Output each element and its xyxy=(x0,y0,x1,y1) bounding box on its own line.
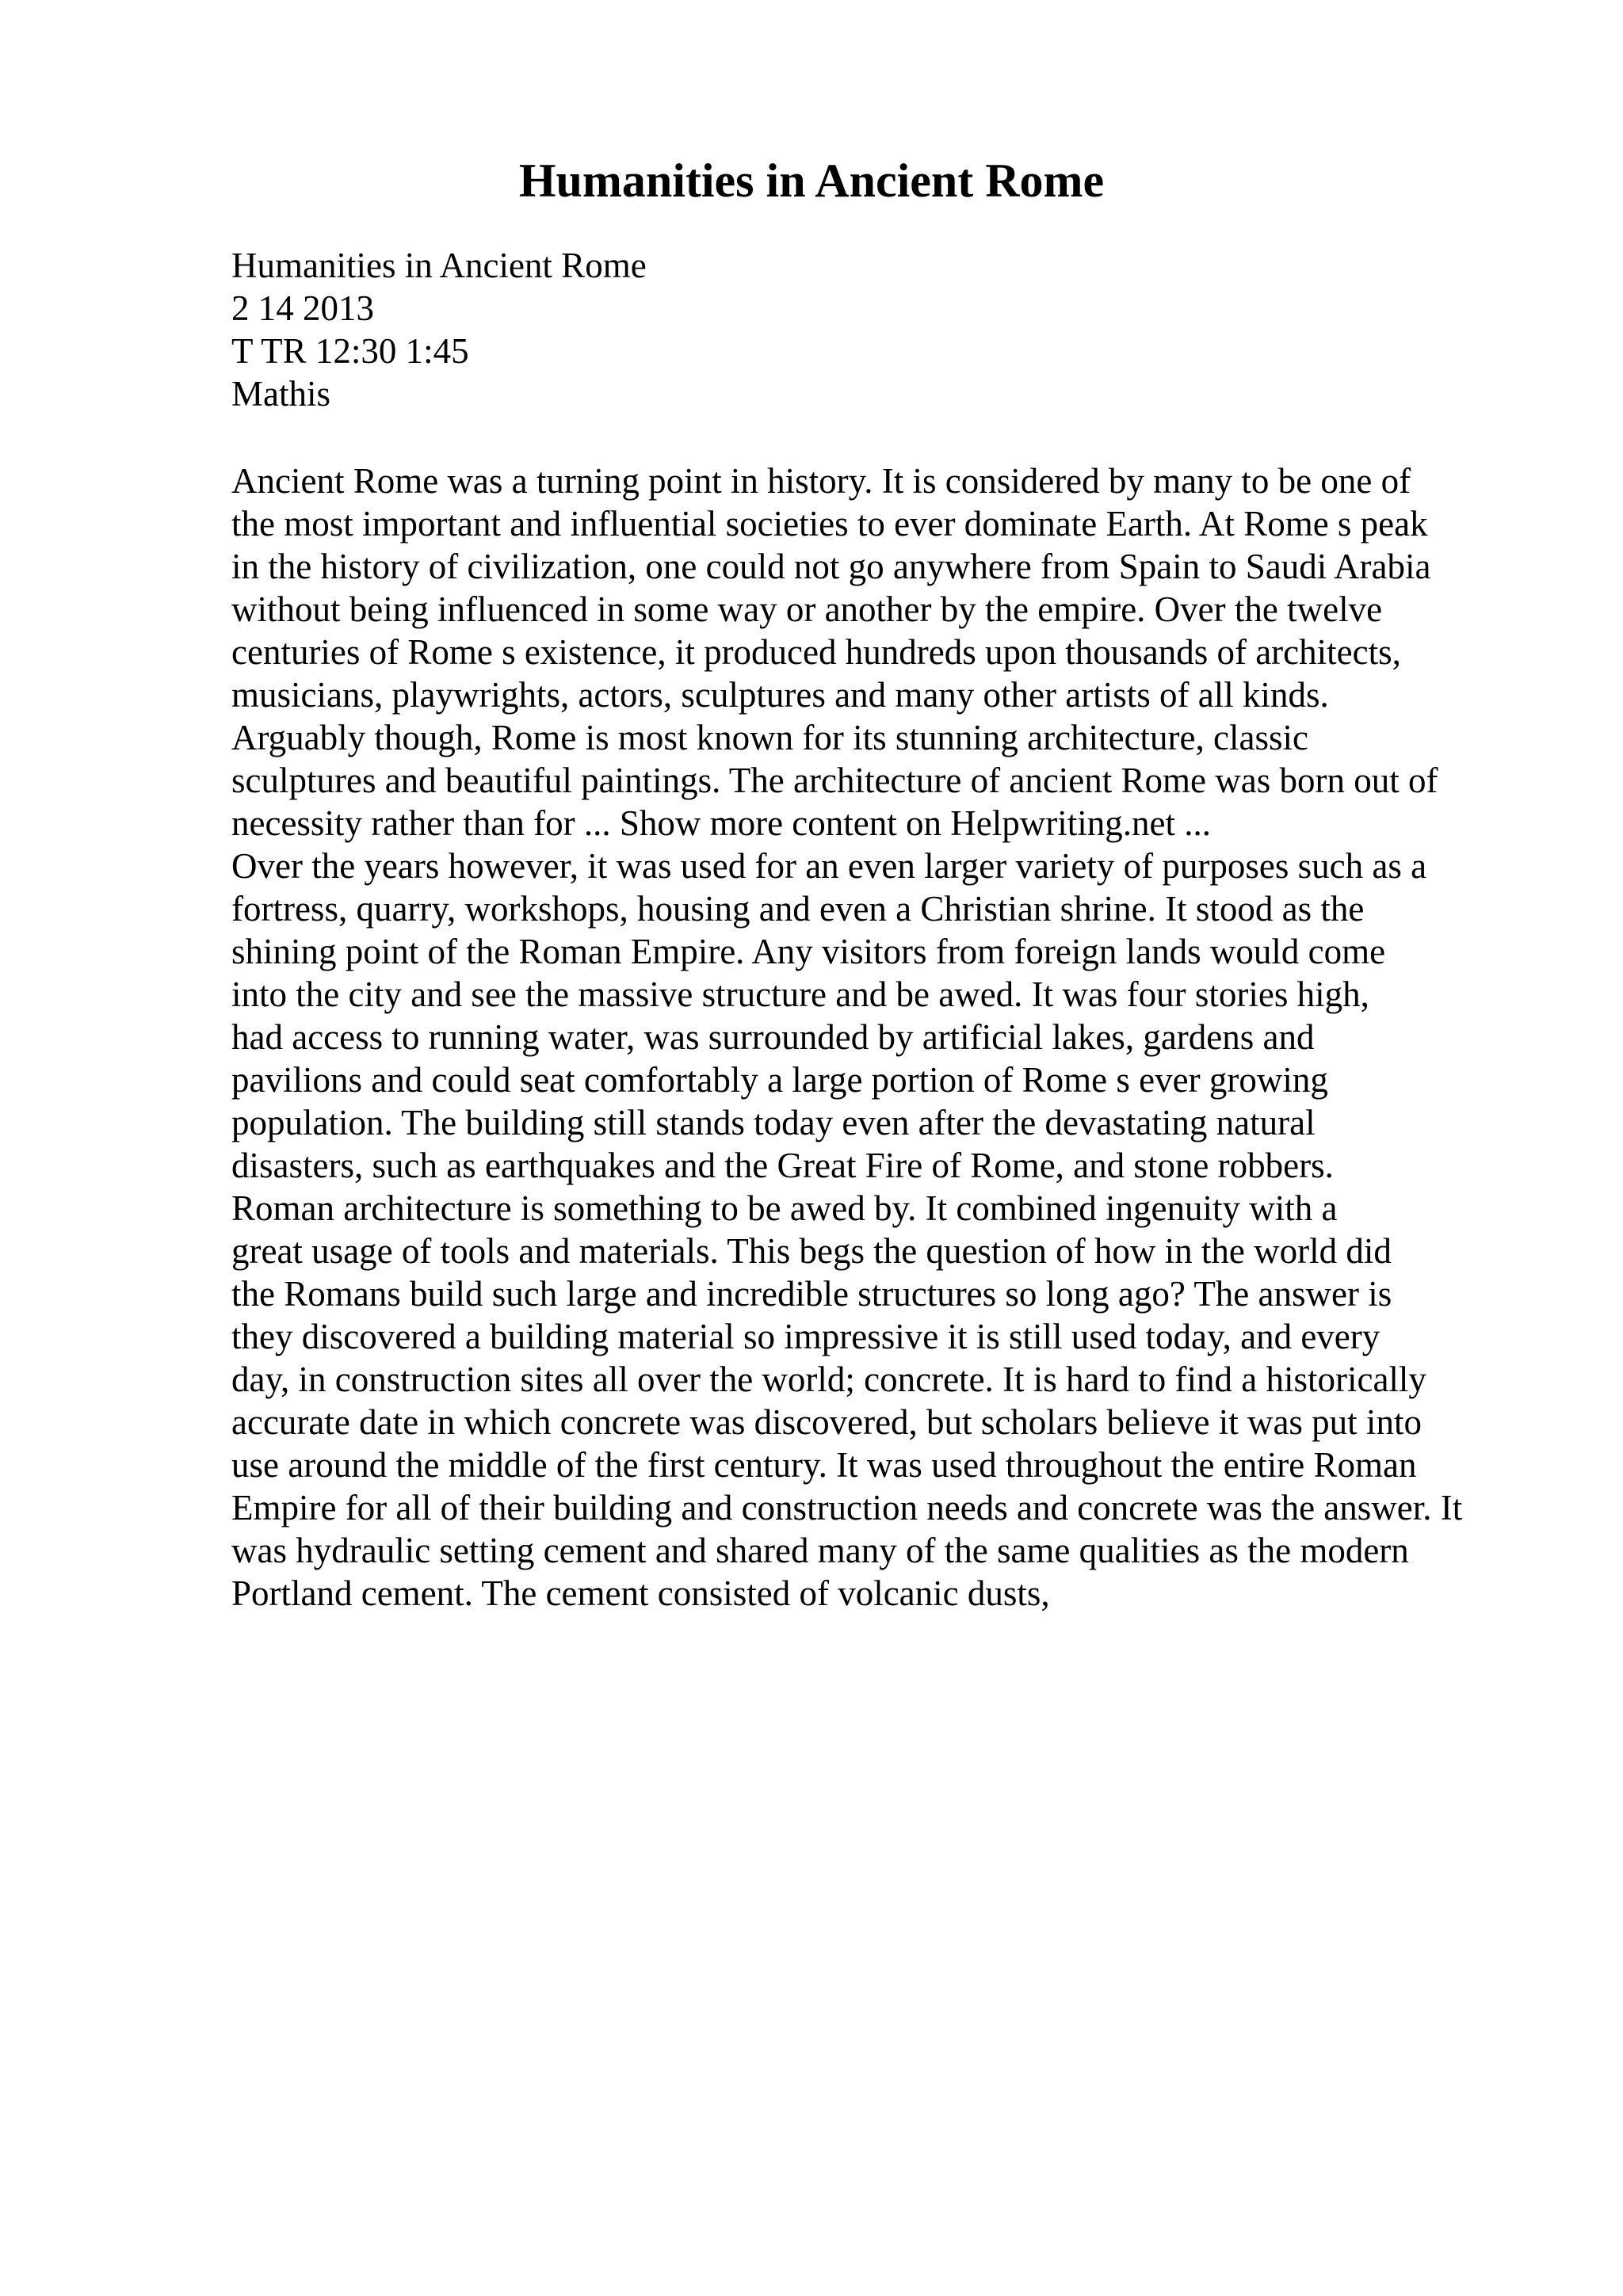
essay-body xyxy=(231,460,1462,1615)
body-line: fortress, quarry, workshops, housing and even a Christian shrine. It stood as the xyxy=(231,889,1365,929)
document-header-info xyxy=(231,244,647,415)
body-line: great usage of tools and materials. This begs the question of how in the world did xyxy=(231,1231,1392,1271)
instructor-name: Mathis xyxy=(231,374,331,414)
body-line: Empire for all of their building and construction needs and concrete was the answer. It xyxy=(231,1488,1463,1527)
document-title: Humanities in Ancient Rome xyxy=(518,154,1105,207)
body-line: Portland cement. The cement consisted of volcanic dusts, xyxy=(231,1573,1050,1613)
body-line: population. The building still stands today even after the devastating natural xyxy=(231,1103,1316,1142)
body-line: Arguably though, Rome is most known for its stunning architecture, classic xyxy=(231,718,1308,757)
class-schedule: T TR 12:30 1:45 xyxy=(231,331,469,371)
body-line: centuries of Rome s existence, it produced hundreds upon thousands of architects, xyxy=(231,632,1401,672)
body-line: the Romans build such large and incredible structures so long ago? The answer is xyxy=(231,1274,1392,1314)
body-line: Over the years however, it was used for an even larger variety of purposes such as a xyxy=(231,846,1427,886)
body-line: disasters, such as earthquakes and the Great Fire of Rome, and stone robbers. xyxy=(231,1146,1334,1185)
body-line: use around the middle of the first century. It was used throughout the entire Roman xyxy=(231,1445,1417,1485)
body-line: shining point of the Roman Empire. Any visitors from foreign lands would come xyxy=(231,932,1386,971)
body-line: they discovered a building material so impressive it is still used today, and every xyxy=(231,1317,1381,1356)
body-line: accurate date in which concrete was discovered, but scholars believe it was put into xyxy=(231,1402,1422,1442)
body-line: was hydraulic setting cement and shared many of the same qualities as the modern xyxy=(231,1531,1409,1570)
course-title: Humanities in Ancient Rome xyxy=(231,246,647,285)
body-line: had access to running water, was surrounded by artificial lakes, gardens and xyxy=(231,1017,1315,1057)
body-line: into the city and see the massive structure and be awed. It was four stories high, xyxy=(231,974,1369,1014)
body-line: necessity rather than for ... Show more content on Helpwriting.net ... xyxy=(231,803,1211,843)
body-line: day, in construction sites all over the world; concrete. It is hard to find a historically xyxy=(231,1360,1426,1399)
body-line: sculptures and beautiful paintings. The architecture of ancient Rome was born out of xyxy=(231,761,1438,800)
body-line: musicians, playwrights, actors, sculptures and many other artists of all kinds. xyxy=(231,675,1329,715)
body-line: pavilions and could seat comfortably a large portion of Rome s ever growing xyxy=(231,1060,1328,1100)
body-line: the most important and influential societies to ever dominate Earth. At Rome s peak xyxy=(231,504,1428,543)
body-line: in the history of civilization, one could not go anywhere from Spain to Saudi Arabia xyxy=(231,547,1431,586)
body-line: Ancient Rome was a turning point in history. It is considered by many to be one of xyxy=(231,461,1411,501)
body-line: without being influenced in some way or another by the empire. Over the twelve xyxy=(231,589,1383,629)
body-line: Roman architecture is something to be awed by. It combined ingenuity with a xyxy=(231,1188,1338,1228)
document-date: 2 14 2013 xyxy=(231,288,374,328)
